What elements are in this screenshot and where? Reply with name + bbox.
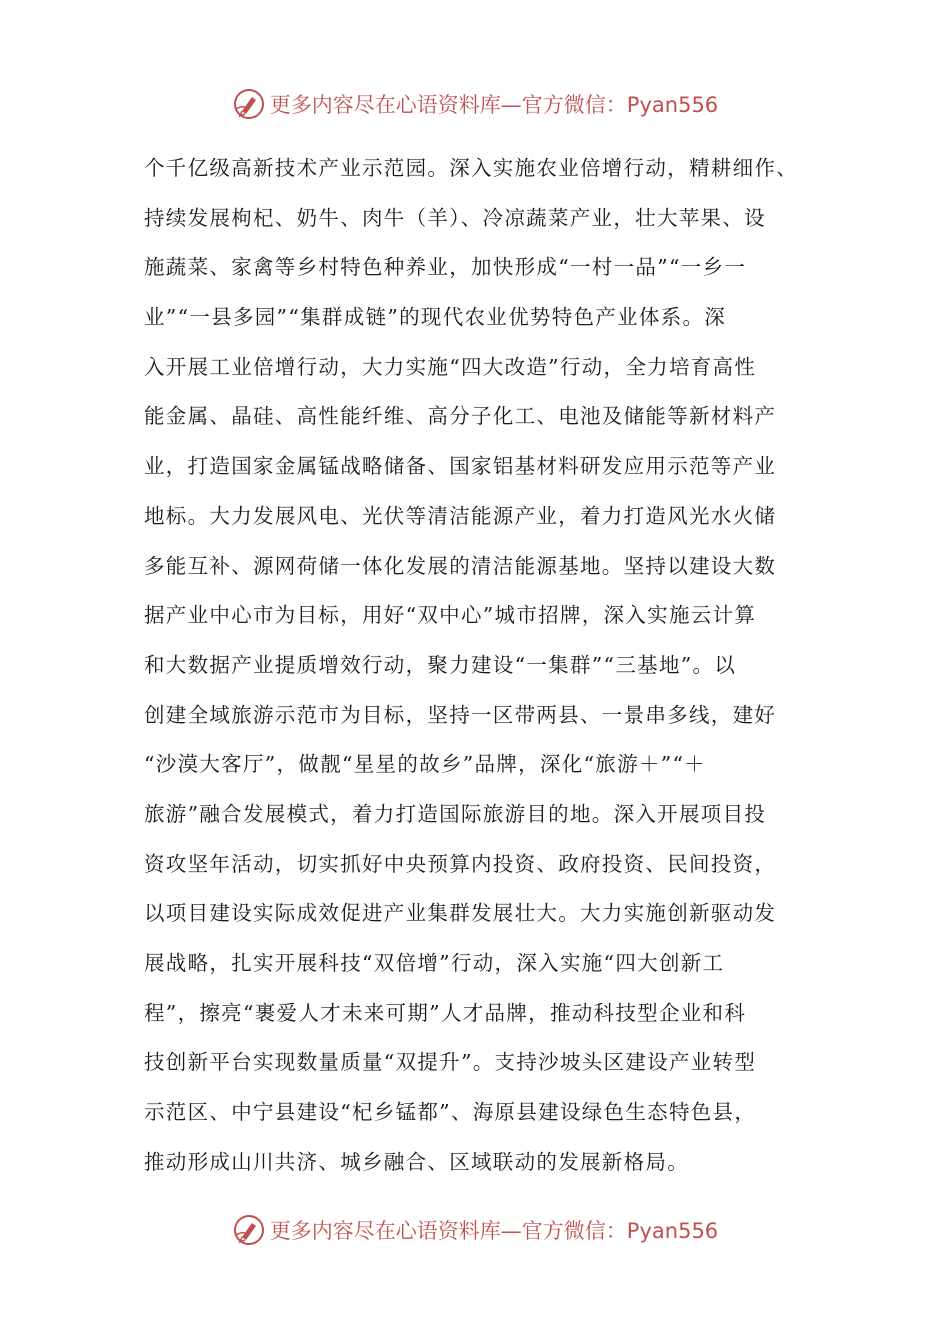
pen-nib-logo-icon xyxy=(232,87,266,121)
body-line: 施蔬菜、家禽等乡村特色种养业，加快形成“一村一品”“一乡一 xyxy=(144,255,747,280)
body-line: 展战略，扎实开展科技“双倍增”行动，深入实施“四大创新工 xyxy=(144,951,725,975)
body-line: 以项目建设实际成效促进产业集群发展壮大。大力实施创新驱动发 xyxy=(144,901,777,926)
body-line: 能金属、晶硅、高性能纤维、高分子化工、电池及储能等新材料产 xyxy=(144,404,777,429)
body-line: 推动形成山川共济、城乡融合、区域联动的发展新格局。 xyxy=(144,1149,689,1174)
body-line: “沙漠大客厅”，做靓“星星的故乡”品牌，深化“旅游＋”“＋ xyxy=(144,752,707,777)
document-body xyxy=(144,144,824,1187)
body-line: 持续发展枸杞、奶牛、肉牛（羊）、冷凉蔬菜产业，壮大苹果、设 xyxy=(144,205,766,230)
body-line: 个千亿级高新技术产业示范园。深入实施农业倍增行动，精耕细作、 xyxy=(144,156,798,180)
body-line: 地标。大力发展风电、光伏等清洁能源产业，着力打造风光水火储 xyxy=(144,503,777,528)
body-line: 创建全域旅游示范市为目标，坚持一区带两县、一景串多线，建好 xyxy=(144,702,777,727)
body-line: 业，打造国家金属锰战略储备、国家铝基材料研发应用示范等产业 xyxy=(144,454,777,479)
body-line: 和大数据产业提质增效行动，聚力建设“一集群”“三基地”。以 xyxy=(144,652,737,677)
header-banner xyxy=(0,84,950,124)
body-line: 据产业中心市为目标，用好“双中心”城市招牌，深入实施云计算 xyxy=(144,603,757,628)
header-banner-text: 更多内容尽在心语资料库—官方微信：Pyan556 xyxy=(269,93,719,117)
body-line: 入开展工业倍增行动，大力实施“四大改造”行动，全力培育高性 xyxy=(144,354,757,379)
body-line: 技创新平台实现数量质量“双提升”。支持沙坡头区建设产业转型 xyxy=(144,1050,757,1075)
header-banner-inner xyxy=(232,87,718,121)
body-line: 业”“一县多园”“集群成链”的现代农业优势特色产业体系。深 xyxy=(144,305,727,330)
body-line: 资攻坚年活动，切实抓好中央预算内投资、政府投资、民间投资， xyxy=(144,851,777,876)
footer-banner-text: 更多内容尽在心语资料库—官方微信：Pyan556 xyxy=(269,1219,719,1243)
body-line: 程”，擦亮“裹爱人才未来可期”人才品牌，推动科技型企业和科 xyxy=(144,1000,747,1025)
body-line: 旅游”融合发展模式，着力打造国际旅游目的地。深入开展项目投 xyxy=(144,801,767,826)
body-line: 多能互补、源网荷储一体化发展的清洁能源基地。坚持以建设大数 xyxy=(144,553,777,578)
body-line: 示范区、中宁县建设“杞乡锰都”、海原县建设绿色生态特色县， xyxy=(144,1100,757,1125)
footer-banner-inner xyxy=(232,1213,718,1247)
footer-banner xyxy=(0,1210,950,1250)
pen-nib-logo-icon xyxy=(232,1213,266,1247)
